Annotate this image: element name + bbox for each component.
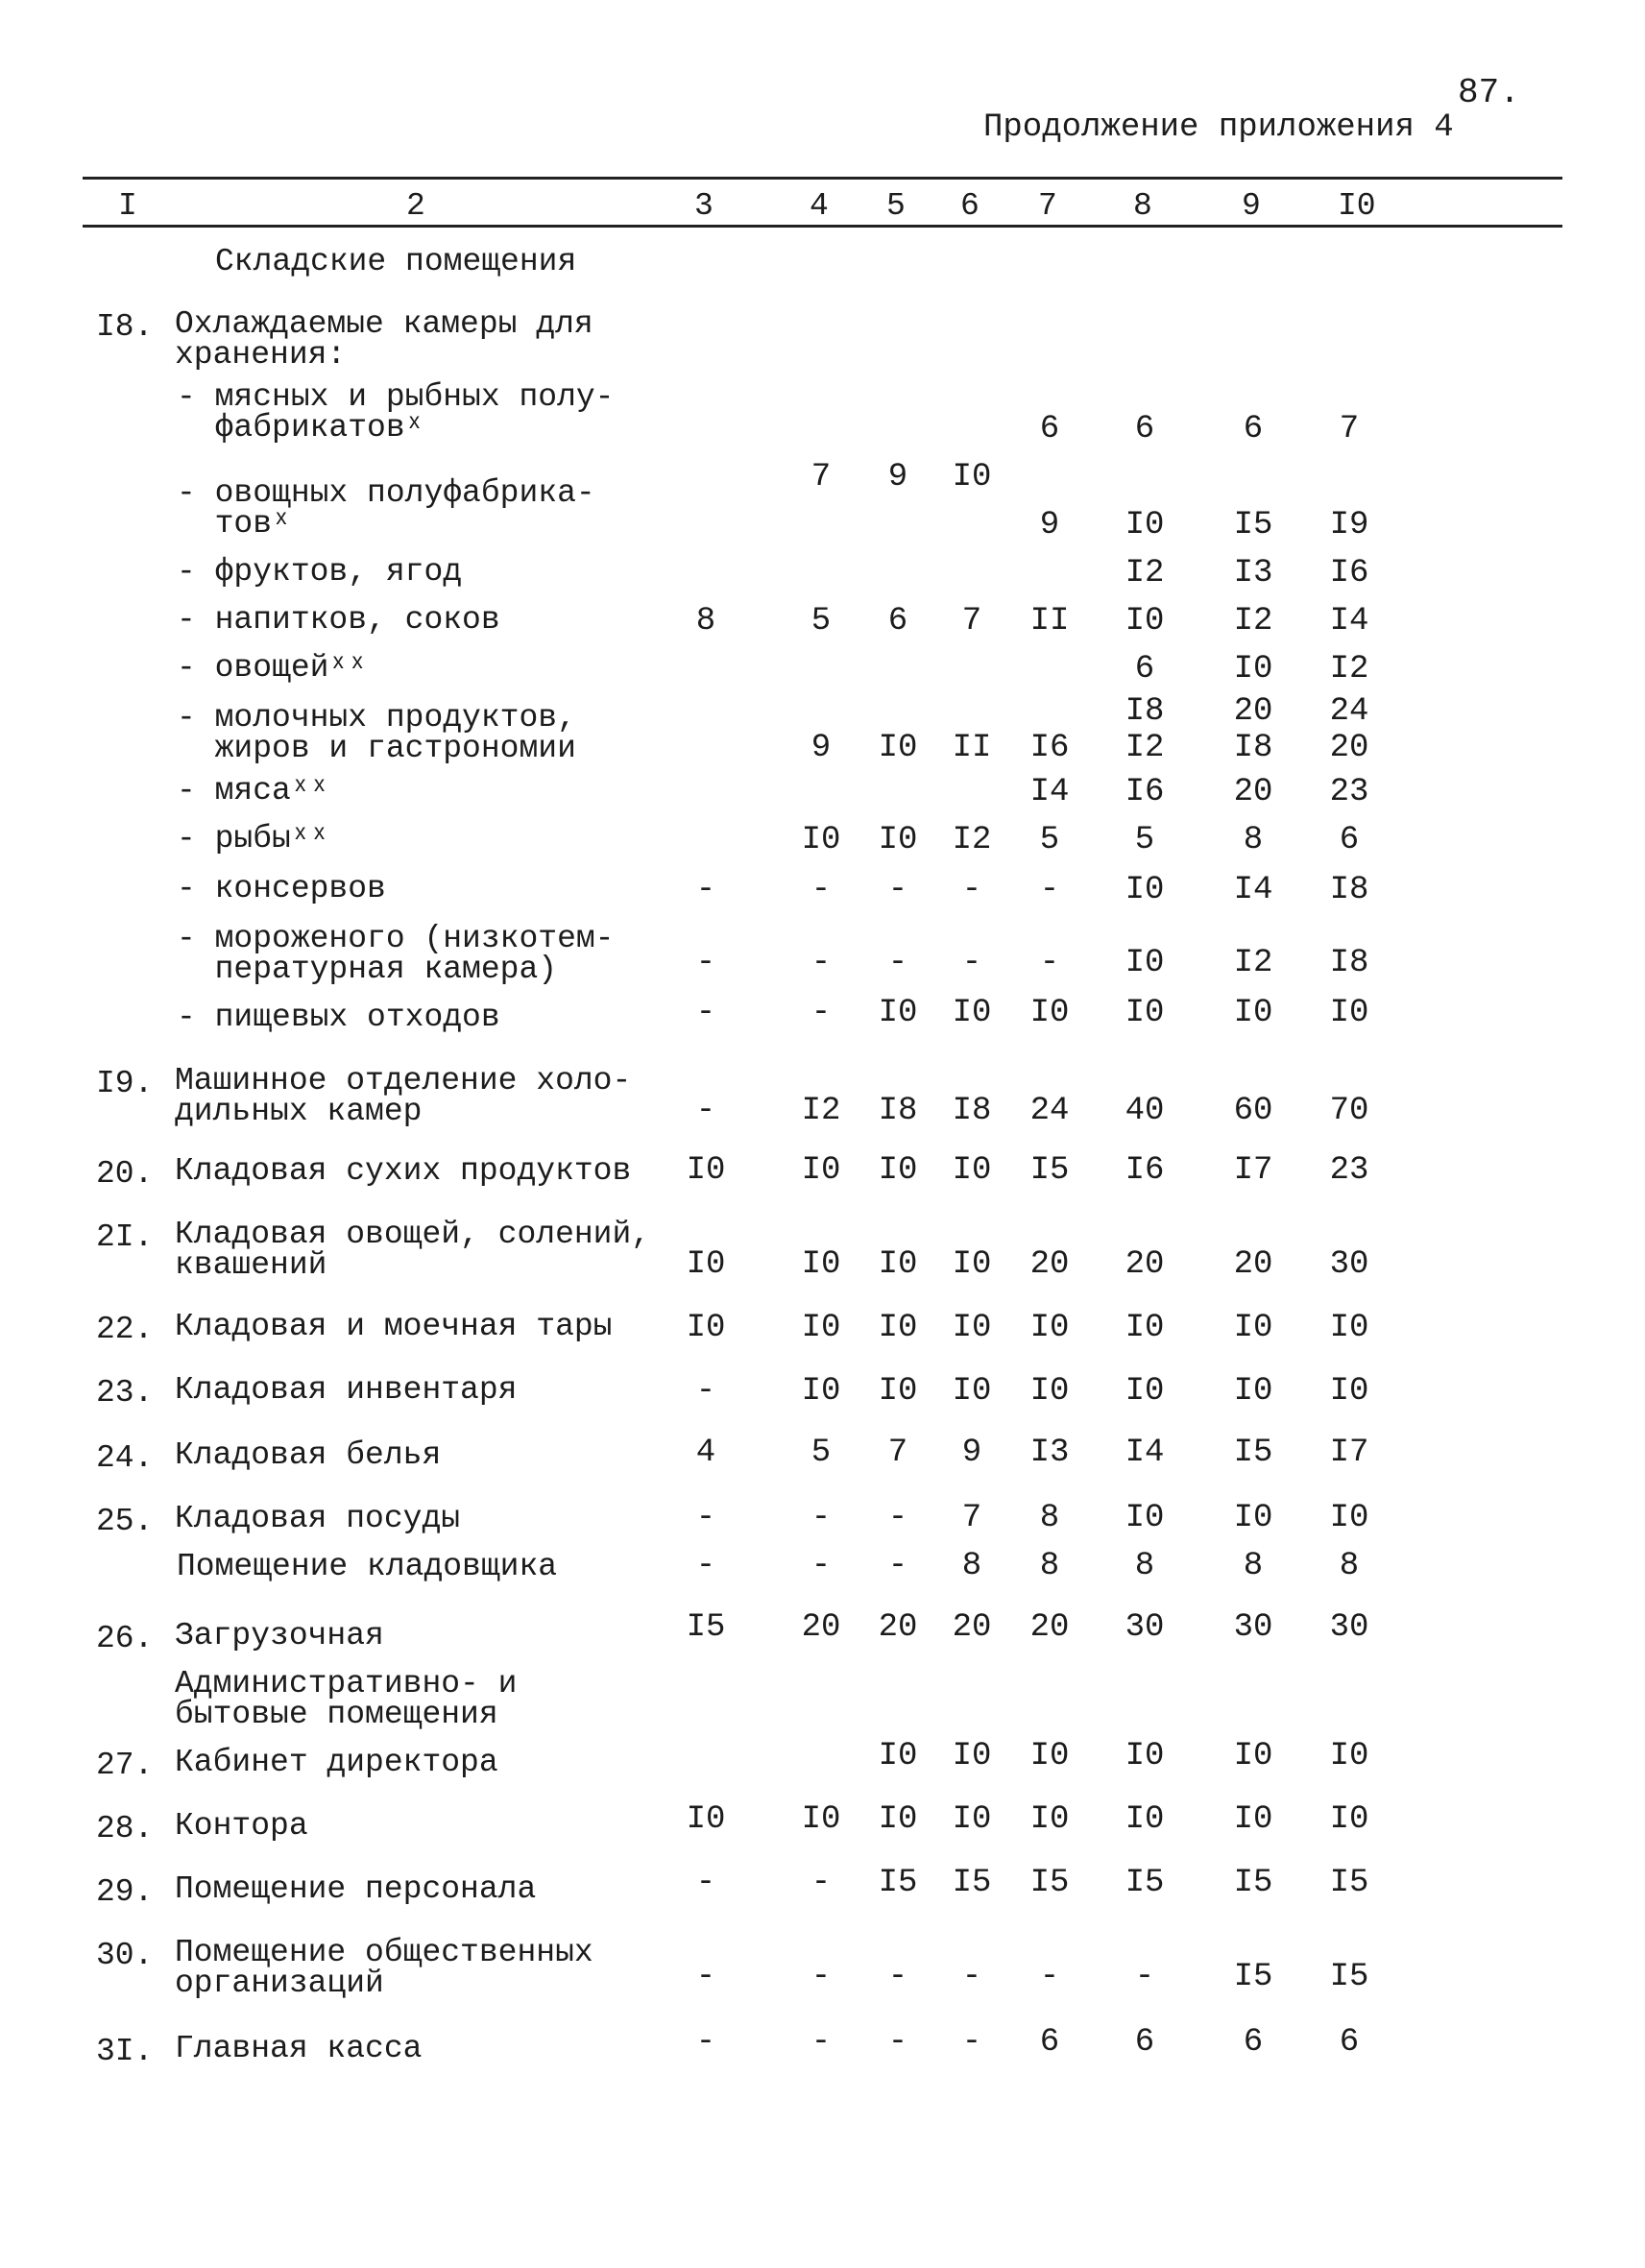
table-cell: -: [695, 2024, 716, 2061]
table-cell: 8: [1134, 1548, 1155, 1584]
table-cell: 8: [695, 603, 716, 639]
table-cell: I0: [878, 995, 918, 1031]
row-label: - напитков, соков: [177, 602, 500, 638]
table-cell: I8: [1329, 945, 1369, 981]
page-number: 87.: [1458, 73, 1520, 112]
table-cell: 24: [1329, 693, 1369, 730]
table-cell: I4: [1029, 774, 1070, 810]
row-label: Кладовая и моечная тары: [175, 1309, 613, 1344]
table-cell: I0: [1125, 1500, 1165, 1536]
row-label: - пищевых отходов: [177, 1000, 500, 1035]
row-label: Загрузочная: [175, 1618, 384, 1653]
table-cell: 5: [1134, 822, 1155, 858]
table-cell: 6: [1339, 2024, 1360, 2061]
table-cell: -: [961, 1959, 982, 1995]
table-cell: I0: [686, 1152, 726, 1189]
table-cell: -: [1039, 1959, 1060, 1995]
table-cell: -: [961, 872, 982, 908]
table-cell: I0: [1329, 995, 1369, 1031]
table-cell: -: [1039, 945, 1060, 981]
table-cell: II: [1029, 603, 1070, 639]
table-cell: 9: [810, 730, 832, 766]
table-cell: 6: [887, 603, 908, 639]
table-cell: 6: [1039, 2024, 1060, 2061]
table-cell: -: [695, 1500, 716, 1536]
table-cell: I7: [1329, 1435, 1369, 1471]
table-cell: I5: [1233, 1865, 1273, 1901]
table-cell: I0: [878, 1152, 918, 1189]
row-label: - консервов: [177, 871, 386, 906]
table-cell: I0: [952, 1310, 992, 1346]
table-cell: I0: [1233, 1500, 1273, 1536]
table-cell: -: [695, 1865, 716, 1901]
table-cell: II: [952, 730, 992, 766]
table-cell: I0: [1233, 1738, 1273, 1774]
table-cell: -: [810, 1500, 832, 1536]
table-cell: -: [810, 1959, 832, 1995]
table-cell: I0: [1125, 1373, 1165, 1410]
table-cell: 7: [961, 603, 982, 639]
section-admin: Административно- и бытовые помещения: [175, 1666, 518, 1732]
table-cell: I0: [878, 1801, 918, 1838]
table-cell: I0: [1125, 1310, 1165, 1346]
table-cell: 20: [1329, 730, 1369, 766]
row-number: 27.: [96, 1748, 154, 1783]
table-cell: I0: [1029, 1373, 1070, 1410]
table-cell: -: [961, 2024, 982, 2061]
table-cell: 7: [961, 1500, 982, 1536]
row-label: Кладовая сухих продуктов: [175, 1153, 632, 1189]
row-label: Кладовая посуды: [175, 1501, 461, 1536]
table-cell: 6: [1134, 651, 1155, 688]
table-cell: 8: [1039, 1500, 1060, 1536]
row-label: Машинное отделение холо- дильных камер: [175, 1063, 632, 1129]
table-cell: I8: [878, 1093, 918, 1129]
row-number: 3I.: [96, 2034, 154, 2069]
table-cell: 40: [1125, 1093, 1165, 1129]
continuation-note: Продолжение приложения 4: [983, 109, 1454, 146]
table-cell: -: [887, 945, 908, 981]
table-cell: I0: [878, 1373, 918, 1410]
table-cell: I0: [1233, 1310, 1273, 1346]
table-cell: I0: [1125, 603, 1165, 639]
table-cell: -: [887, 872, 908, 908]
row-number: 20.: [96, 1156, 154, 1192]
table-cell: I8: [1125, 693, 1165, 730]
table-cell: I0: [1125, 995, 1165, 1031]
table-cell: I5: [1329, 1959, 1369, 1995]
table-cell: I6: [1329, 555, 1369, 591]
table-cell: I0: [1329, 1373, 1369, 1410]
table-cell: I0: [952, 995, 992, 1031]
table-cell: 30: [1125, 1609, 1165, 1646]
table-cell: I0: [1329, 1500, 1369, 1536]
table-cell: I0: [1125, 872, 1165, 908]
table-cell: I6: [1125, 774, 1165, 810]
table-cell: I0: [952, 1246, 992, 1283]
column-header-3: 3: [694, 188, 714, 224]
row-number: 22.: [96, 1312, 154, 1347]
table-cell: I0: [1329, 1801, 1369, 1838]
row-number: 30.: [96, 1938, 154, 1973]
table-cell: 7: [1339, 411, 1360, 447]
row-label: - овощейˣˣ: [177, 650, 368, 686]
row-label: - мороженого (низкотем- пературная камера): [177, 921, 615, 987]
table-cell: -: [695, 1548, 716, 1584]
table-cell: I0: [1125, 507, 1165, 543]
table-cell: 20: [1233, 774, 1273, 810]
row-label: - мясных и рыбных полу- фабрикатовˣ: [177, 379, 615, 446]
table-cell: -: [695, 1093, 716, 1129]
table-cell: I0: [686, 1801, 726, 1838]
table-cell: 24: [1029, 1093, 1070, 1129]
table-cell: I0: [952, 459, 992, 495]
table-cell: 6: [1134, 411, 1155, 447]
table-cell: 6: [1243, 411, 1264, 447]
table-cell: 6: [1243, 2024, 1264, 2061]
table-cell: I0: [1029, 995, 1070, 1031]
table-cell: I0: [801, 1310, 841, 1346]
table-cell: 8: [1039, 1548, 1060, 1584]
table-cell: 8: [961, 1548, 982, 1584]
table-cell: I2: [952, 822, 992, 858]
header-rule-top: [83, 177, 1562, 180]
table-cell: -: [810, 872, 832, 908]
table-cell: I5: [1233, 1435, 1273, 1471]
row-number: I9.: [96, 1066, 154, 1101]
table-cell: I0: [801, 1152, 841, 1189]
table-cell: I4: [1233, 872, 1273, 908]
table-cell: I8: [1329, 872, 1369, 908]
row-number: I8.: [96, 309, 154, 345]
table-cell: I5: [1233, 1959, 1273, 1995]
table-cell: 5: [810, 603, 832, 639]
column-header-8: 8: [1133, 188, 1152, 224]
table-cell: I0: [1233, 995, 1273, 1031]
row-number: 26.: [96, 1621, 154, 1656]
table-cell: 30: [1233, 1609, 1273, 1646]
row-label: - фруктов, ягод: [177, 554, 463, 590]
table-cell: -: [1134, 1959, 1155, 1995]
table-cell: I8: [1233, 730, 1273, 766]
table-cell: I0: [1233, 651, 1273, 688]
table-cell: I0: [1125, 1801, 1165, 1838]
table-cell: -: [887, 1548, 908, 1584]
table-cell: 4: [695, 1435, 716, 1471]
table-cell: I5: [1125, 1865, 1165, 1901]
section-storage: Складские помещения: [215, 244, 577, 279]
table-cell: I0: [1233, 1373, 1273, 1410]
table-cell: 6: [1039, 411, 1060, 447]
table-cell: -: [810, 2024, 832, 2061]
table-cell: I0: [878, 1310, 918, 1346]
row-label: Помещение кладовщика: [177, 1549, 558, 1584]
table-cell: I0: [801, 1246, 841, 1283]
table-cell: 6: [1339, 822, 1360, 858]
table-cell: 20: [952, 1609, 992, 1646]
column-header-1: I: [118, 188, 137, 224]
table-cell: I0: [1029, 1310, 1070, 1346]
column-header-5: 5: [886, 188, 906, 224]
table-cell: -: [695, 872, 716, 908]
table-cell: -: [887, 1500, 908, 1536]
table-cell: 60: [1233, 1093, 1273, 1129]
table-cell: I0: [686, 1246, 726, 1283]
table-cell: I2: [1329, 651, 1369, 688]
table-cell: 9: [887, 459, 908, 495]
row-label: - молочных продуктов, жиров и гастрономии: [177, 700, 576, 766]
table-cell: I2: [1233, 945, 1273, 981]
table-cell: -: [887, 1959, 908, 1995]
table-cell: 5: [1039, 822, 1060, 858]
table-cell: I0: [878, 1246, 918, 1283]
table-cell: -: [810, 1548, 832, 1584]
table-cell: 20: [801, 1609, 841, 1646]
table-cell: I3: [1029, 1435, 1070, 1471]
table-cell: 9: [1039, 507, 1060, 543]
table-cell: 7: [810, 459, 832, 495]
table-cell: 20: [1125, 1246, 1165, 1283]
table-cell: 9: [961, 1435, 982, 1471]
row-number: 29.: [96, 1874, 154, 1910]
table-cell: I0: [686, 1310, 726, 1346]
table-cell: I3: [1233, 555, 1273, 591]
table-cell: -: [810, 945, 832, 981]
table-cell: 30: [1329, 1609, 1369, 1646]
row-label: - мясаˣˣ: [177, 773, 329, 808]
table-cell: I0: [878, 822, 918, 858]
table-cell: I6: [1125, 1152, 1165, 1189]
table-cell: I0: [801, 822, 841, 858]
table-cell: I7: [1233, 1152, 1273, 1189]
table-cell: 20: [1233, 1246, 1273, 1283]
table-cell: I0: [1125, 945, 1165, 981]
table-cell: I0: [1029, 1738, 1070, 1774]
table-cell: I2: [1125, 730, 1165, 766]
table-cell: I5: [952, 1865, 992, 1901]
table-cell: 8: [1243, 822, 1264, 858]
row-label: Главная касса: [175, 2031, 423, 2066]
column-header-10: I0: [1338, 188, 1376, 224]
table-cell: 20: [878, 1609, 918, 1646]
table-cell: I4: [1125, 1435, 1165, 1471]
table-cell: I0: [878, 730, 918, 766]
table-cell: I0: [878, 1738, 918, 1774]
table-cell: I5: [1029, 1865, 1070, 1901]
column-header-6: 6: [960, 188, 980, 224]
row-number: 25.: [96, 1504, 154, 1539]
table-cell: 23: [1329, 774, 1369, 810]
table-cell: -: [961, 945, 982, 981]
table-cell: I5: [1029, 1152, 1070, 1189]
table-cell: 30: [1329, 1246, 1369, 1283]
table-cell: 70: [1329, 1093, 1369, 1129]
table-cell: I0: [952, 1801, 992, 1838]
row-label: Кладовая овощей, солений, квашений: [175, 1217, 651, 1283]
table-cell: I5: [686, 1609, 726, 1646]
row-label: Кладовая белья: [175, 1437, 442, 1473]
table-cell: I9: [1329, 507, 1369, 543]
row-label: - овощных полуфабрика- товˣ: [177, 475, 595, 542]
header-rule-bottom: [83, 225, 1562, 228]
row-number: 23.: [96, 1375, 154, 1411]
table-cell: 20: [1233, 693, 1273, 730]
row-label: - рыбыˣˣ: [177, 821, 329, 857]
table-cell: I5: [878, 1865, 918, 1901]
table-cell: 8: [1339, 1548, 1360, 1584]
table-cell: I5: [1233, 507, 1273, 543]
table-cell: -: [1039, 872, 1060, 908]
table-cell: I6: [1029, 730, 1070, 766]
table-cell: 7: [887, 1435, 908, 1471]
column-header-4: 4: [810, 188, 829, 224]
table-cell: -: [695, 1373, 716, 1410]
table-cell: -: [695, 945, 716, 981]
table-cell: -: [695, 1959, 716, 1995]
table-cell: -: [887, 2024, 908, 2061]
table-cell: I2: [801, 1093, 841, 1129]
row-label: Кабинет директора: [175, 1745, 498, 1780]
row-label: Кладовая инвентаря: [175, 1372, 518, 1408]
table-cell: I2: [1125, 555, 1165, 591]
table-cell: I8: [952, 1093, 992, 1129]
table-cell: I2: [1233, 603, 1273, 639]
table-cell: 6: [1134, 2024, 1155, 2061]
table-cell: I0: [952, 1373, 992, 1410]
table-cell: 5: [810, 1435, 832, 1471]
row-label: Помещение персонала: [175, 1871, 537, 1907]
row-number: 24.: [96, 1440, 154, 1476]
column-header-9: 9: [1242, 188, 1261, 224]
row-label: Помещение общественных организаций: [175, 1935, 593, 2001]
table-cell: I0: [952, 1152, 992, 1189]
table-cell: I0: [952, 1738, 992, 1774]
table-cell: I0: [801, 1801, 841, 1838]
row-label: Контора: [175, 1808, 308, 1844]
table-cell: I0: [1329, 1738, 1369, 1774]
row-number: 2I.: [96, 1219, 154, 1255]
table-cell: -: [810, 995, 832, 1031]
row-label: Охлаждаемые камеры для хранения:: [175, 306, 593, 373]
row-number: 28.: [96, 1811, 154, 1846]
table-cell: -: [810, 1865, 832, 1901]
table-cell: I0: [1029, 1801, 1070, 1838]
table-cell: 23: [1329, 1152, 1369, 1189]
table-cell: I0: [1233, 1801, 1273, 1838]
table-cell: I4: [1329, 603, 1369, 639]
column-header-7: 7: [1038, 188, 1057, 224]
table-cell: -: [695, 995, 716, 1031]
table-cell: I0: [801, 1373, 841, 1410]
table-cell: I5: [1329, 1865, 1369, 1901]
table-cell: 8: [1243, 1548, 1264, 1584]
table-cell: 20: [1029, 1246, 1070, 1283]
column-header-2: 2: [406, 188, 425, 224]
table-cell: I0: [1329, 1310, 1369, 1346]
table-cell: I0: [1125, 1738, 1165, 1774]
table-cell: 20: [1029, 1609, 1070, 1646]
